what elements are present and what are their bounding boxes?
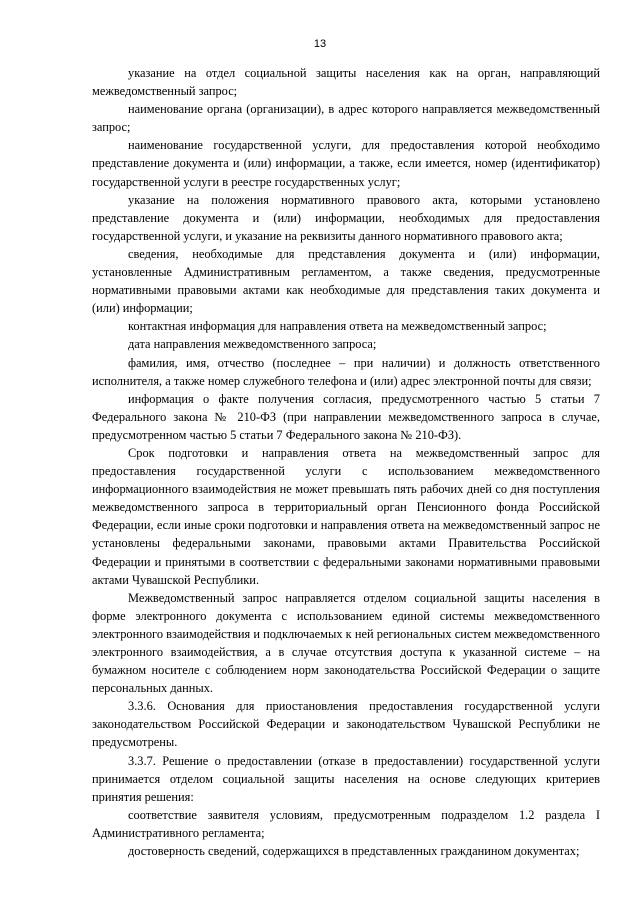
paragraph: 3.3.7. Решение о предоставлении (отказе в предоставлении) государственной услуги принимается отделом социальной защиты населения на основе следующих критериев принятия решения: [92, 753, 600, 804]
paragraph: указание на отдел социальной защиты населения как на орган, направляющий межведомственный запрос; [92, 66, 600, 99]
paragraph: наименование органа (организации), в адрес которого направляется межведомственный запрос; [92, 102, 600, 135]
paragraph: контактная информация для направления ответа на межведомственный запрос; [128, 319, 547, 334]
paragraph: информация о факте получения согласия, предусмотренного частью 5 статьи 7 Федерального закона № 210-ФЗ (при направлении межведомственного запроса в случае, предусмотренном частью 5 статьи 7 Федерального закона № 210-ФЗ). [92, 391, 600, 442]
paragraph: сведения, необходимые для представления документа и (или) информации, установленные Административным регламентом, а также сведения, предусмотренные нормативными правовыми актами как необходимые для представления таких документа и (или) информации; [92, 246, 600, 316]
paragraph: фамилия, имя, отчество (последнее – при наличии) и должность ответственного исполнителя, а также номер служебного телефона и (или) адрес электронной почты для связи; [92, 355, 600, 388]
paragraph: Межведомственный запрос направляется отделом социальной защиты населения в форме электронного документа с использованием единой системы межведомственного электронного взаимодействия и подключаемых к ней региональных систем межведомственного электронного взаимодействия, а в случае отсутствия доступа к указанной системе – на бумажном носителе с соблюдением норм законодательства Российской Федерации о защите персональных данных. [92, 590, 600, 696]
paragraph: дата направления межведомственного запроса; [128, 337, 377, 352]
paragraph: соответствие заявителя условиям, предусмотренным подразделом 1.2 раздела I Административного регламента; [92, 807, 600, 840]
paragraph: указание на положения нормативного правового акта, которыми установлено представление документа и (или) информации, необходимых для предоставления государственной услуги, и указание на реквизиты данного нормативного правового акта; [92, 192, 600, 243]
document-body [92, 64, 600, 860]
paragraph: наименование государственной услуги, для предоставления которой необходимо представление документа и (или) информации, а также, если имеется, номер (идентификатор) государственной услуги в реестре государственных услуг; [92, 138, 600, 189]
paragraph: достоверность сведений, содержащихся в представленных гражданином документах; [128, 844, 580, 859]
page-number: 13 [313, 38, 327, 50]
paragraph: Срок подготовки и направления ответа на межведомственный запрос для предоставления государственной услуги с использованием межведомственного информационного взаимодействия не может превышать пять рабочих дней со дня поступления межведомственного запроса в территориальный орган Пенсионного фонда Российской Федерации, если иные сроки подготовки и направления ответа на межведомственный запрос не установлены федеральными законами, правовыми актами Правительства Российской Федерации и принятыми в соответствии с федеральными законами нормативными правовыми актами Чувашской Республики. [92, 445, 600, 587]
paragraph: 3.3.6. Основания для приостановления предоставления государственной услуги законодательством Российской Федерации и законодательством Чувашской Республики не предусмотрены. [92, 699, 600, 750]
